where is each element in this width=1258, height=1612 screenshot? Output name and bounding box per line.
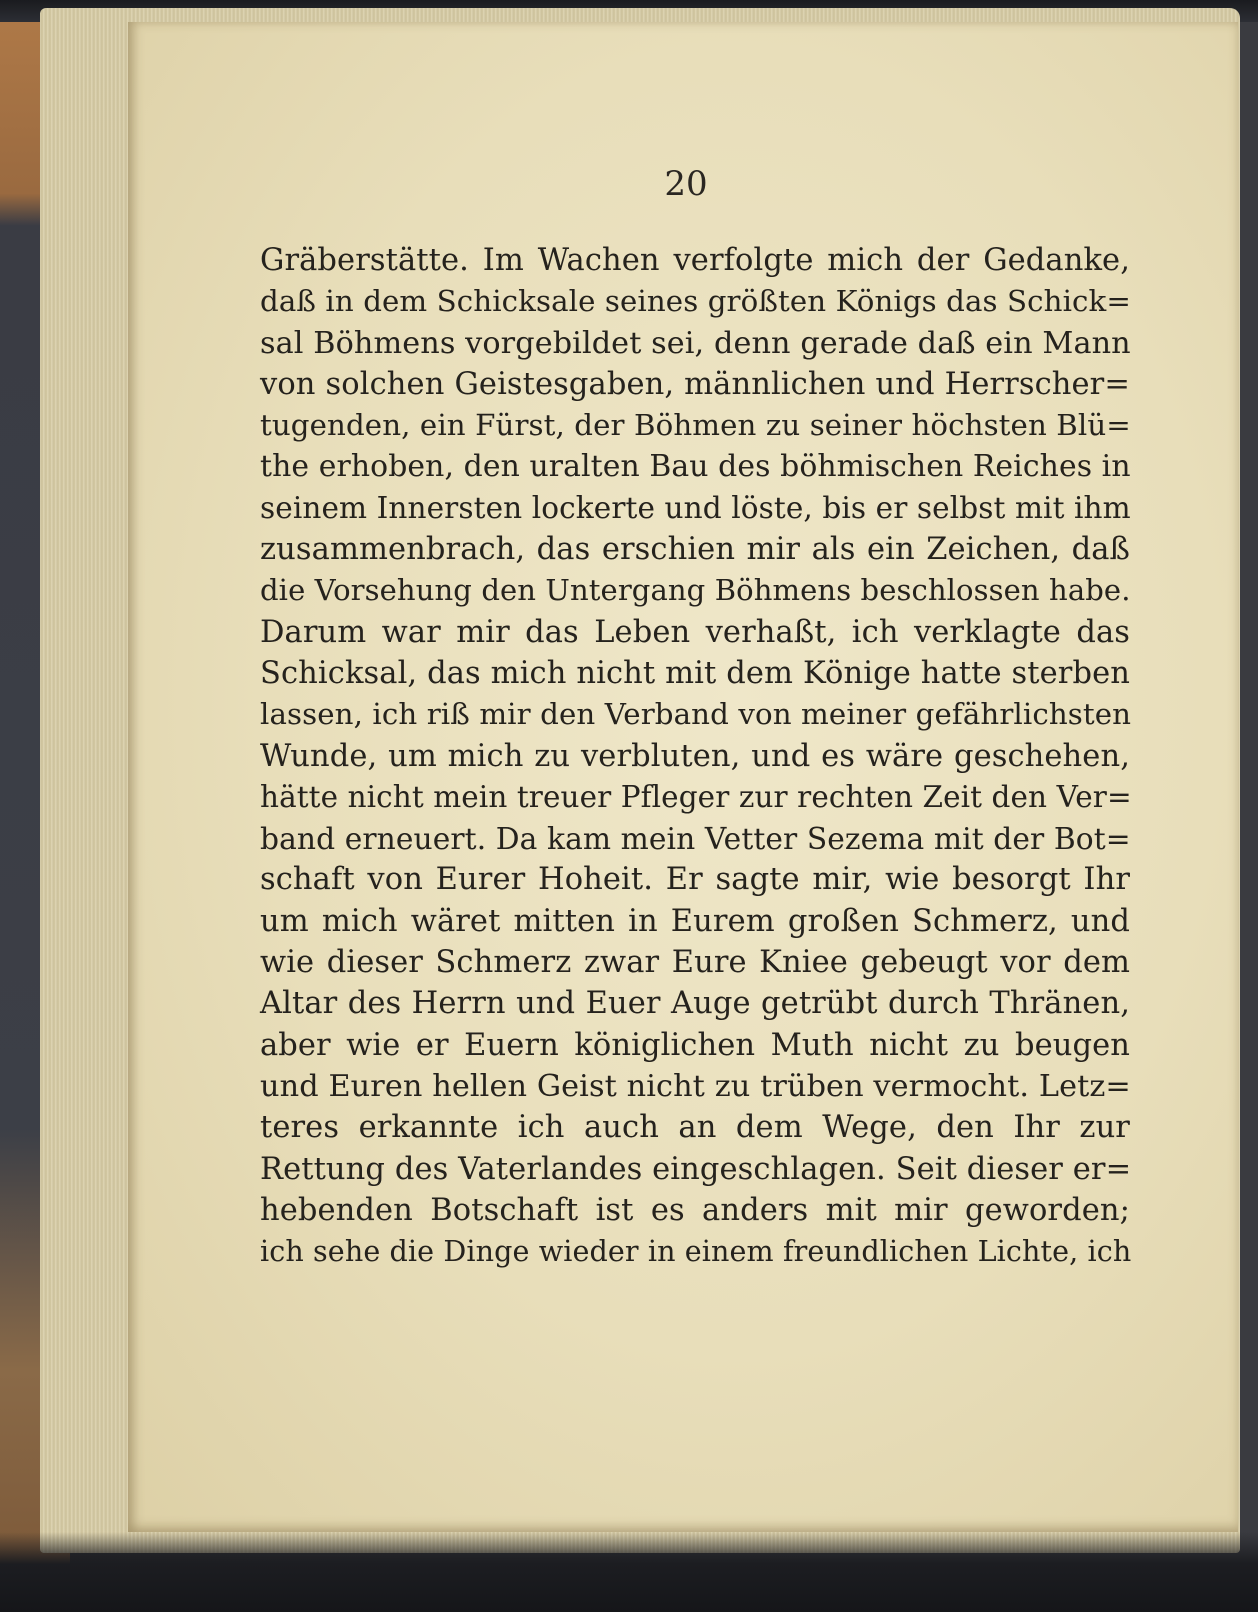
book-cover-bottom	[0, 1532, 1258, 1612]
text-line: Schicksal, das mich nicht mit dem Könige hatte sterben	[260, 655, 1130, 691]
text-line: schaft von Eurer Hoheit. Er sagte mir, wie besorgt Ihr	[260, 862, 1130, 898]
text-line: um mich wäret mitten in Eurem großen Schmerz, und	[260, 903, 1130, 939]
text-line: Gräberstätte. Im Wachen verfolgte mich der Gedanke,	[260, 243, 1130, 278]
text-line: von solchen Geistesgaben, männlichen und Herrscher=	[260, 366, 1130, 402]
text-line: the erhoben, den uralten Bau des böhmischen Reiches in	[260, 449, 1131, 485]
text-line: Darum war mir das Leben verhaßt, ich verklagte das	[260, 614, 1130, 650]
text-line: die Vorsehung den Untergang Böhmens beschlossen habe.	[260, 573, 1131, 608]
text-line: lassen, ich riß mir den Verband von meiner gefährlichsten	[260, 697, 1132, 732]
text-line: teres erkannte ich auch an dem Wege, den Ihr zur	[260, 1110, 1130, 1146]
body-text	[260, 240, 1130, 1272]
text-line: band erneuert. Da kam mein Vetter Sezema mit der Bot=	[260, 821, 1131, 857]
text-line: hätte nicht mein treuer Pfleger zur rechten Zeit den Ver=	[260, 779, 1132, 814]
text-line: tugenden, ein Fürst, der Böhmen zu seiner höchsten Blü=	[260, 408, 1131, 443]
text-line: ich sehe die Dinge wieder in einem freundlichen Lichte, ich	[260, 1234, 1132, 1269]
text-line: Altar des Herrn und Euer Auge getrübt durch Thränen,	[260, 986, 1130, 1022]
text-line: und Euren hellen Geist nicht zu trüben vermocht. Letz=	[260, 1068, 1131, 1104]
page-number: 20	[664, 164, 708, 204]
text-line: daß in dem Schicksale seines größten Königs das Schick=	[260, 284, 1131, 319]
text-line: aber wie er Euern königlichen Muth nicht zu beugen	[260, 1027, 1130, 1063]
text-line: Rettung des Vaterlandes eingeschlagen. Seit dieser er=	[260, 1151, 1132, 1187]
text-line: zusammenbrach, das erschien mir als ein Zeichen, daß	[260, 532, 1130, 568]
text-line: sal Böhmens vorgebildet sei, denn gerade daß ein Mann	[260, 325, 1131, 361]
text-line: wie dieser Schmerz zwar Eure Kniee gebeugt vor dem	[260, 945, 1130, 981]
book-page	[128, 22, 1238, 1532]
text-line: Wunde, um mich zu verbluten, und es wäre geschehen,	[260, 738, 1130, 774]
text-line: hebenden Botschaft ist es anders mit mir geworden;	[260, 1192, 1130, 1228]
text-line: seinem Innersten lockerte und löste, bis er selbst mit ihm	[260, 490, 1131, 525]
